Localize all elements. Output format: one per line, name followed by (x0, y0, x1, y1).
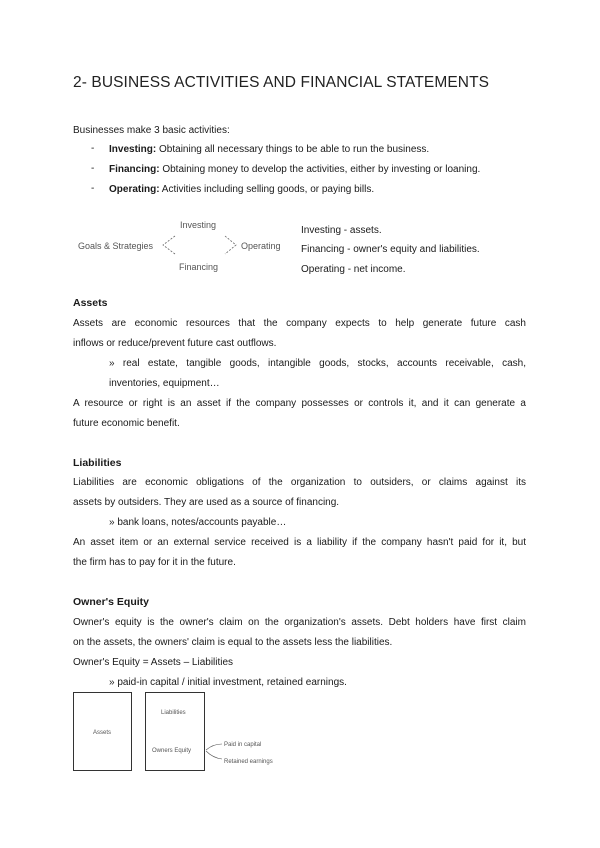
diagram-goals: Goals & Strategies (78, 241, 154, 251)
liabilities-heading: Liabilities (73, 457, 122, 469)
activity-term: Investing: (109, 144, 157, 155)
activities-diagram (76, 218, 291, 276)
liabilities-line-2: assets by outsiders. They are used as a source of financing. (73, 497, 340, 508)
mapping-operating: Operating - net income. (301, 264, 406, 275)
assets-line-3: A resource or right is an asset if the company possesses or controls it, and it can generate a (73, 398, 526, 409)
box-assets-label: Assets (93, 730, 112, 736)
activity-term: Operating: (109, 184, 160, 195)
diagram-operating: Operating (241, 241, 281, 251)
bullet-dash: - (91, 163, 95, 174)
mapping-investing: Investing - assets. (301, 225, 382, 236)
activity-desc: Obtaining money to develop the activities, either by investing or loaning. (159, 164, 481, 175)
balance-diagram (73, 692, 283, 777)
activity-desc: Activities including selling goods, or paying bills. (159, 184, 375, 195)
diagram-arrows (163, 236, 236, 254)
liabilities-line-1: Liabilities are economic obligations of the organization to outsiders, or claims against its (73, 477, 526, 488)
activity-desc: Obtaining all necessary things to be able to run the business. (156, 144, 430, 155)
assets-line-1: Assets are economic resources that the company expects to help generate future cash (73, 318, 526, 329)
box-liabilities-label: Liabilities (161, 710, 186, 716)
assets-examples-1: » real estate, tangible goods, intangible goods, stocks, accounts receivable, cash, (109, 358, 526, 369)
paid-in-capital-label: Paid in capital (224, 742, 262, 748)
assets-heading: Assets (73, 297, 108, 309)
diagram-financing: Financing (179, 262, 219, 272)
equity-examples: » paid-in capital / initial investment, retained earnings. (109, 677, 347, 688)
liabilities-line-3: An asset item or an external service received is a liability if the company hasn't paid for it, but (73, 537, 526, 548)
liabilities-line-4: the firm has to pay for it in the future. (73, 557, 236, 568)
intro-text: Businesses make 3 basic activities: (73, 125, 230, 136)
activity-term: Financing: (109, 164, 160, 175)
list-item (109, 163, 480, 176)
mapping-financing: Financing - owner's equity and liabilities. (301, 244, 480, 255)
assets-line-4: future economic benefit. (73, 418, 180, 429)
page-title: 2- BUSINESS ACTIVITIES AND FINANCIAL STATEMENTS (73, 74, 490, 91)
box-equity-label: Owners Equity (152, 748, 192, 754)
assets-line-2: inflows or reduce/prevent future cast outflows. (73, 338, 277, 349)
equity-line-2: on the assets, the owners' claim is equal to the assets less the liabilities. (73, 637, 393, 648)
list-item (109, 143, 429, 156)
assets-examples-2: inventories, equipment… (109, 378, 220, 389)
retained-earnings-label: Retained earnings (224, 759, 273, 765)
diagram-investing: Investing (180, 220, 217, 230)
list-item (109, 183, 374, 196)
equity-formula: Owner's Equity = Assets – Liabilities (73, 657, 234, 668)
bullet-dash: - (91, 143, 95, 154)
liabilities-examples: » bank loans, notes/accounts payable… (109, 517, 287, 528)
equity-line-1: Owner's equity is the owner's claim on the organization's assets. Debt holders have first claim (73, 617, 526, 628)
bullet-dash: - (91, 183, 95, 194)
equity-heading: Owner's Equity (73, 596, 150, 608)
